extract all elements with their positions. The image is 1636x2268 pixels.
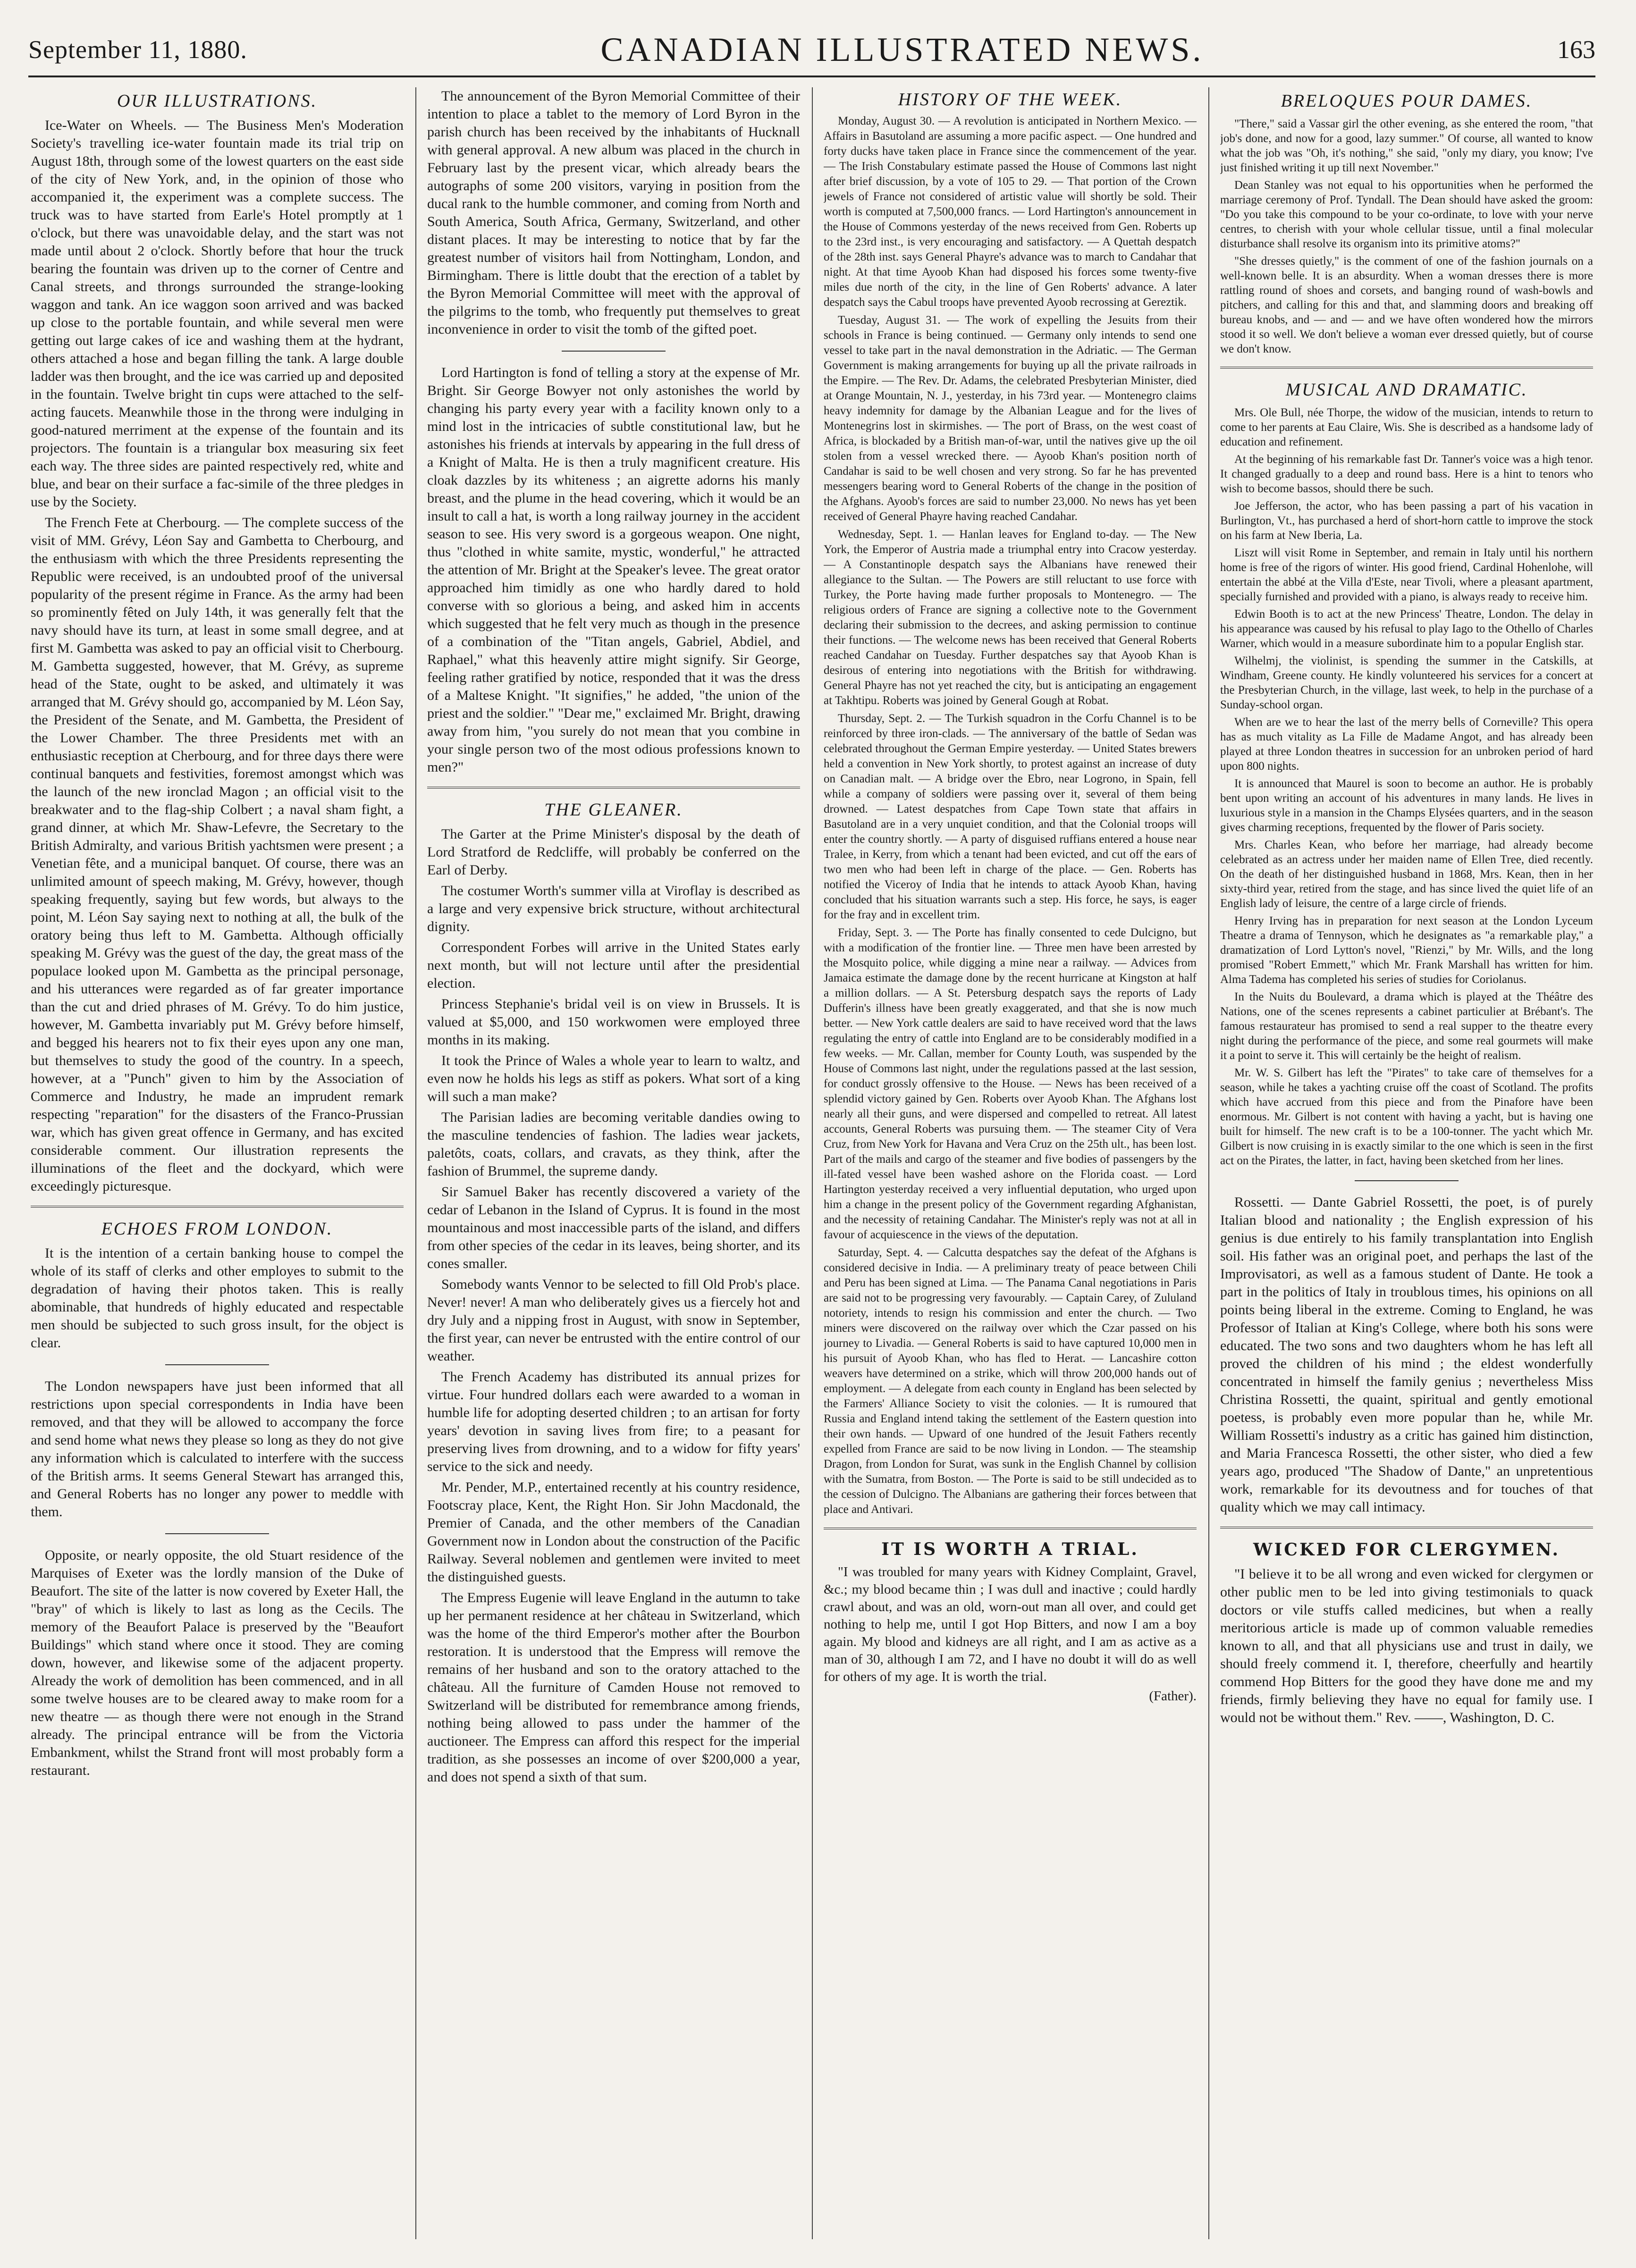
article-paragraph: Sir Samuel Baker has recently discovered a variety of the cedar of Lebanon in the Island of Cyprus. It is found in the most mountainous and most inaccessible parts of the island, and differs from other species of the cedar in its leaves, being shorter, and its cones smaller.	[427, 1184, 800, 1271]
section-divider	[1220, 1527, 1593, 1530]
column-rule	[1208, 87, 1209, 2239]
divider	[562, 351, 666, 352]
article-paragraph: It took the Prince of Wales a whole year to learn to waltz, and even now he holds his legs as stiff as pokers. What sort of a king will such a man make?	[427, 1053, 800, 1104]
advert-paragraph: "I was troubled for many years with Kidney Complaint, Gravel, &c.; my blood became thin ; I was dull and inactive ; could hardly crawl about, and was an old, worn-out man all over, and could get nothing to help me, until I got Hop Bitters, and now I am a boy again. My blood and kidneys are all right, and I am as active as a man of 30, although I am 72, and I have no doubt it will do as well for others of my age. It is worth the trial.	[824, 1564, 1197, 1684]
section-heading-wicked: WICKED FOR CLERGYMEN.	[1253, 1540, 1560, 1560]
masthead	[28, 30, 1595, 68]
news-paragraph: Thursday, Sept. 2. — The Turkish squadron in the Corfu Channel is to be reinforced by three iron-clads. — The anniversary of the battle of Sedan was celebrated throughout the German Empire yesterday. — United States brewers held a convention in New York shortly, to protest against an increase of duty on Canadian malt. — A bridge over the Ebro, near Logrono, in Spain, fell while a company of soldiers were passing over it, several of them being drowned. — Latest despatches from Cape Town state that affairs in Basutoland are in a very unquiet condition, and that the Colonial troops will enter the country shortly. — A party of disguised ruffians entered a house near Tralee, in Kerry, from which a tenant had been evicted, and cut off the ears of two men who had been left in charge of the place. — Gen. Roberts has notified the Viceroy of India that he intends to attack Ayoob Khan, having concluded that his situation warrants such a step. His force, he says, is eager for the fray and in excellent trim.	[824, 712, 1197, 921]
article-paragraph: The French Fete at Cherbourg. — The complete success of the visit of MM. Grévy, Léon Say and Gambetta to Cherbourg, and the enthusiasm with which the three Presidents representing the Republic were received, is an undoubted proof of the universal popularity of the present régime in France. As the army had been so prominently fêted on July 14th, it was generally felt that the navy should have its turn, at least in some small degree, and at first M. Gambetta was asked to pay an official visit to Cherbourg. M. Gambetta suggested, however, that M. Grévy, as supreme head of the State, ought to be asked, and ultimately it was arranged that M. Grévy should go, accompanied by M. Léon Say, the President of the Senate, and M. Gambetta, the President of the Lower Chamber. The three Presidents met with an enthusiastic reception at Cherbourg, and for three days there were continual banquets and festivities, foremost amongst which was the launch of the new ironclad Magon ; an official visit to the breakwater and to the flag-ship Colbert ; a naval sham fight, a grand dinner, at which Mr. Shaw-Lefevre, the Secretary to the British Admiralty, and various British yachtsmen were present ; a Venetian fête, and a municipal banquet. Of course, there was an unlimited amount of speech making, M. Grévy, however, though speaking frequently, saying but few words, but always to the point, M. Léon Say saying next to nothing at all, the bulk of the oratory being thus left to M. Gambetta. Although officially speaking M. Grévy was the guest of the day, the great mass of the populace looked upon M. Gambetta as the principal personage, and his utterances were regarded as of far greater importance than the cut and dried phrases of M. Grévy. To do him justice, however, M. Gambetta invariably put M. Grévy before himself, and begged his hearers not to fix their eyes upon any one man, but themselves to study the good of the country. In a speech, however, at a "Punch" given to him by the Association of Commerce and Industry, he made an imprudent remark respecting "reparation" for the disasters of the Franco-Prussian war, which has given great offence in Germany, and has excited considerable comment. Our illustration represents the illuminations of the fleet and the dockyard, which were exceedingly picturesque.	[31, 515, 404, 1194]
article-paragraph: The costumer Worth's summer villa at Viroflay is described as a large and very expensive brick structure, without architectural dignity.	[427, 883, 800, 934]
section-divider	[1220, 367, 1593, 370]
section-heading-gleaner: THE GLEANER.	[544, 800, 683, 820]
article-paragraph: "There," said a Vassar girl the other evening, as she entered the room, "that job's done, and now for a good, lazy summer." Of course, all wanted to know what the job was "Oh, it's nothing," she said, "only my diary, you know; I've just finished writing it up till next November."	[1220, 118, 1593, 174]
article-paragraph: "She dresses quietly," is the comment of one of the fashion journals on a well-known belle. It is an absurdity. When a woman dresses there is more rattling round of shoes and corsets, and banging round of wash-bowls and pitchers, and calling for this and that, and slamming doors and breaking off bureau knobs, and — and — and we have often wondered how the mirrors stood it so well. We don't believe a woman ever dressed quietly, but of course we don't know.	[1220, 255, 1593, 355]
article-paragraph: Ice-Water on Wheels. — The Business Men's Moderation Society's travelling ice-water fountain made its trial trip on August 18th, through some of the lowest quarters on the east side of the city of New York, and, in the opinion of those who accompanied it, the experiment was a complete success. The truck was to have started from Earle's Hotel promptly at 1 o'clock, but there was unavoidable delay, and the start was not made until about 2 o'clock. Shortly before that hour the truck bearing the fountain was driven up to the corner of Centre and Canal streets, and throngs surrounded the strange-looking waggon and tank. An ice waggon soon arrived and was backed up close to the portable fountain, and while several men were getting out large cakes of ice and washing them at the hydrant, others attached a hose and began filling the tank. A large double ladder was then brought, and the ice was carried up and deposited in the fountain. Twelve bright tin cups were attached to the self-acting faucets. Meanwhile those in the throng were indulging in good-natured merriment at the expense of the fountain and its projectors. The fountain is a triangular box measuring six feet each way. The three sides are painted respectively red, white and blue, and bear on their surface a fac-simile of the three pledges in use by the Society.	[31, 118, 404, 510]
article-paragraph: Lord Hartington is fond of telling a story at the expense of Mr. Bright. Sir George Bowyer not only astonishes the world by changing his party every year with a facility known only to a mind lost in the intricacies of subtle constitutional law, but he astonishes his friends at intervals by appearing in the full dress of a Knight of Malta. He is then a truly magnificent creature. His cloak dazzles by its whiteness ; an aigrette adorns his manly breast, and the plume in the head covering, which it would be an insult to call a hat, is worth a long railway journey in the accident season to see. His very sword is a gorgeous weapon. One night, thus "clothed in white samite, mystic, wonderful," he attracted the attention of Mr. Bright at the Speaker's levee. The great orator approached him timidly as one who hardly dared to hold converse with so glorious a being, and asked him in accents which suggested that he felt very much as though in the presence of a combination of the "Titan angels, Gabriel, Abdiel, and Raphael," what this heavenly attire might signify. Sir George, feeling rather gratified by notice, responded that it was the dress of a Maltese Knight. "It signifies," he added, "the union of the priest and the soldier." "Dear me," exclaimed Mr. Bright, drawing away from him, "you surely do not mean that you combine in your single person two of the most odious professions known to men?"	[427, 365, 800, 775]
article-paragraph: The Garter at the Prime Minister's disposal by the death of Lord Stratford de Redcliffe, will probably be conferred on the Earl of Derby.	[427, 826, 800, 878]
newspaper-title: CANADIAN ILLUSTRATED NEWS.	[600, 30, 1204, 68]
article-paragraph: Princess Stephanie's bridal veil is on view in Brussels. It is valued at $5,000, and 150 workwomen were employed three months in its making.	[427, 996, 800, 1048]
article-paragraph: Opposite, or nearly opposite, the old Stuart residence of the Marquises of Exeter was the lordly mansion of the Duke of Beaufort. The site of the latter is now covered by Exeter Hall, the "bray" of which is likely to last as long as the Cecils. The memory of the Beaufort Palace is preserved by the "Beaufort Buildings" which stand where once it stood. They are coming down, however, and likewise some of the adjacent property. Already the work of demolition has been commenced, and in all some twelve houses are to be cleared away to make room for a new theatre — as though there were not enough in the Strand already. The principal entrance will be from the Victoria Embankment, whilst the Strand front will most probably form a restaurant.	[31, 1547, 404, 1778]
column-rule	[812, 87, 813, 2239]
article-paragraph: The Empress Eugenie will leave England in the autumn to take up her permanent residence at her château in Switzerland, which was the home of the third Emperor's mother after the Bourbon restoration. It is understood that the Empress will remove the remains of her husband and son to the oratory attached to the château. All the furniture of Camden House not removed to Switzerland will be distributed for remembrance among friends, nothing being allowed to pass under the hammer of the auctioneer. The Empress can afford this respect for the imperial tradition, as she possesses an income of over $200,000 a year, and does not spend a sixth of that sum.	[427, 1590, 800, 1785]
news-paragraph: Saturday, Sept. 4. — Calcutta despatches say the defeat of the Afghans is considered decisive in India. — A preliminary treaty of peace between Chili and Peru has been signed at Lima. — The Panama Canal negotiations in Paris are said not to be progressing very favourably. — Captain Carey, of Zululand notoriety, intends to resign his commission and enter the church. — Two miners were discovered on the railway over which the Czar passed on his journey to Livadia. — General Roberts is said to have captured 10,000 men in his pursuit of Ayoob Khan, who has fled to Herat. — Lancashire cotton weavers have determined on a strike, which will throw 200,000 hands out of employment. — A delegate from each county in England has been selected by the Farmers' Alliance Society to visit the colonies. — It is rumoured that Russia and England intend taking the settlement of the Eastern question into their own hands. — Upward of one hundred of the Jesuit Fathers recently expelled from France are said to be now living in London. — The steamship Dragon, from London for Surat, was sunk in the English Channel by collision with the Sumatra, from Boston. — The Porte is said to be still undecided as to the cession of Dulcigno. The Albanians are gathering their forces between that place and Antivari.	[824, 1246, 1197, 1516]
column-rule	[415, 87, 416, 2239]
issue-date: September 11, 1880.	[28, 35, 247, 64]
article-paragraph: In the Nuits du Boulevard, a drama which is played at the Théâtre des Nations, one of the scenes represents a cabinet particulier at Brébant's. The famous restaurateur has promised to send a real supper to the theatre every night during the performance of the piece, and some real gourmets will make it a point to serve it. This will certainly be the height of realism.	[1220, 991, 1593, 1062]
article-paragraph: Henry Irving has in preparation for next season at the London Lyceum Theatre a drama of Tennyson, which he designates as "a remarkable play," a dramatization of Lord Lytton's novel, "Rienzi," by Mr. Wills, and the long promised "Robert Emmett," which Mr. Frank Marshall has written for him. Alma Tadema has completed his series of studies for Coriolanus.	[1220, 915, 1593, 986]
article-paragraph: Rossetti. — Dante Gabriel Rossetti, the poet, is of purely Italian blood and nationality ; the English expression of his genius is due entirely to his family transplantation into English soil. His father was an original poet, and perhaps the last of the Improvisatori, as well as a famous student of Dante. He took a part in the politics of Italy in troublous times, his opinions on all points being liberal in the extreme. Coming to England, he was Professor of Italian at King's College, where both his sons were educated. The two sons and two daughters whom he has left all proved the children of his mind ; the eldest wonderfully concentrated in himself the family genius ; nevertheless Miss Christina Rossetti, the quaint, spiritual and gently emotional poetess, is probably even more popular than he, while Mr. William Rossetti's industry as a critic has gained him distinction, and Maria Francesca Rossetti, the other sister, who died a few years ago, produced "The Shadow of Dante," an unpretentious work, remarkable for its devoutness and for touches of that quality which we may call intimacy.	[1220, 1194, 1593, 1515]
article-paragraph: Correspondent Forbes will arrive in the United States early next month, but will not lecture until after the presidential election.	[427, 940, 800, 991]
article-paragraph: The French Academy has distributed its annual prizes for virtue. Four hundred dollars each were awarded to a woman in humble life for adopting deserted children ; to an artisan for forty years' devotion in saving lives from fire; to a peasant for preserving lives from drowning, and to a widow for fifty years' service to the sick and needy.	[427, 1369, 800, 1474]
article-paragraph: Joe Jefferson, the actor, who has been passing a part of his vacation in Burlington, Vt., has purchased a herd of short-horn cattle to improve the stock on his farm at New Iberia, La.	[1220, 500, 1593, 542]
article-paragraph: The London newspapers have just been informed that all restrictions upon special correspondents in India have been removed, and that they will be allowed to accompany the force and send home what news they please so long as they do not give any information which is calculated to interfere with the success of the British arms. It seems General Stewart has arranged this, and General Roberts has no longer any power to meddle with them.	[31, 1378, 404, 1520]
section-divider	[824, 1528, 1197, 1531]
article-paragraph: The Parisian ladies are becoming veritable dandies owing to the masculine tendencies of fashion. The ladies wear jackets, paletôts, coats, collars, and cravats, as they think, after the fashion of Brummel, the supreme dandy.	[427, 1109, 800, 1179]
article-paragraph: It is announced that Maurel is soon to become an author. He is probably bent upon writing an account of his adventures in many lands. He lives in luxurious style in a mansion in the Champs Elysées quarters, and in the season gives charming receptions, frequented by the flower of Paris society.	[1220, 777, 1593, 834]
column-3	[824, 87, 1197, 2239]
news-paragraph: Friday, Sept. 3. — The Porte has finally consented to cede Dulcigno, but with a modification of the frontier line. — Three men have been arrested by the Mosquito police, while digging a mine near a railway. — Advices from Jamaica estimate the damage done by the recent hurricane at Kingston at half a million dollars. — A St. Petersburg despatch says the reports of Lady Dufferin's illness have been greatly exaggerated, and that she is now much better. — New York cattle dealers are said to have received word that the laws regulating the entry of cattle into England are to be considerably modified in a few weeks. — Mr. Callan, member for County Louth, was suspended by the House of Commons last night, under the regulations passed at the last session, for conduct grossly offensive to the House. — News has been received of a splendid victory gained by Gen. Roberts over Ayoob Khan. The Afghans lost nearly all their guns, and were dispersed and compelled to retreat. All latest accounts, General Roberts was pursuing them. — The steamer City of Vera Cruz, from New York for Havana and Vera Cruz on the 25th ult., has been lost. Part of the mails and cargo of the steamer and five bodies of passengers by the ill-fated vessel have been washed ashore on the Florida coast. — Lord Hartington yesterday received a very influential deputation, who urged upon him a change in the present policy of the Government regarding Afghanistan, and the necessity of retaining Candahar. The Minister's reply was not at all in favour of acquiescence in the views of the deputation.	[824, 926, 1197, 1241]
divider	[165, 1364, 269, 1365]
article-paragraph: Mrs. Charles Kean, who before her marriage, had already become celebrated as an actress under her maiden name of Ellen Tree, died recently. On the death of her distinguished husband in 1868, Mrs. Kean, then in her sixty-third year, retired from the stage, and has since lived the quiet life of an English lady of leisure, the centre of a large circle of friends.	[1220, 839, 1593, 910]
column-1	[31, 87, 404, 2239]
article-paragraph: At the beginning of his remarkable fast Dr. Tanner's voice was a high tenor. It changed gradually to a deep and round bass. Here is a hint to tenors who wish to become bassos, should there be such.	[1220, 453, 1593, 495]
column-4	[1220, 87, 1593, 2239]
article-paragraph: Wilhelmj, the violinist, is spending the summer in the Catskills, at Windham, Greene county. He kindly volunteered his services for a concert at the Presbyterian Church, in the village, last week, to help in the purchase of a Sunday-school organ.	[1220, 655, 1593, 711]
section-divider	[31, 1206, 404, 1210]
article-paragraph: Mr. Pender, M.P., entertained recently at his country residence, Footscray place, Kent, the Right Hon. Sir John Macdonald, the Premier of Canada, and the other members of the Canadian Government now in London about the construction of the Pacific Railway. Several noblemen and gentlemen were invited to meet the distinguished guests.	[427, 1479, 800, 1585]
article-paragraph: When are we to hear the last of the merry bells of Corneville? This opera has as much vitality as La Fille de Madame Angot, and has already been played at three London theatres in succession for an unbroken period of hard upon 800 nights.	[1220, 716, 1593, 773]
section-heading-echoes: ECHOES FROM LONDON.	[101, 1219, 333, 1239]
section-divider	[427, 787, 800, 790]
divider	[1355, 1180, 1459, 1181]
news-paragraph: Monday, August 30. — A revolution is anticipated in Northern Mexico. — Affairs in Basutoland are assuming a more pacific aspect. — One hundred and forty ducks have taken place in France since the commencement of the year. — The Irish Constabulary estimate passed the House of Commons last night after brief discussion, by a vote of 105 to 29. — That portion of the Crown jewels of France not considered of artistic value will shortly be sold. Their worth is computed at 7,500,000 francs. — Lord Hartington's announcement in the House of Commons yesterday of the news received from Gen. Roberts up to the 23rd inst., is very encouraging and satisfactory. — A Quettah despatch of the 28th inst. says General Phayre's advance was to march to Candahar that night. At that time Ayoob Khan had disposed his forces some twenty-five miles due north of the city, in the line of Gen Roberts' advance. A later despatch says the Cabul troops have prevented Ayoob recrossing at Gereztik.	[824, 115, 1197, 309]
news-paragraph: Wednesday, Sept. 1. — Hanlan leaves for England to-day. — The New York, the Emperor of Austria made a triumphal entry into Cracow yesterday. — A Constantinople despatch says the Albanians have renewed their allegiance to the Sultan. — The Powers are still reluctant to use force with Turkey, the Porte having made further proposals to Montenegro. — The religious orders of France are signing a collective note to the Government declaring their submission to the decrees, and asking permission to continue their functions. — The welcome news has been received that General Roberts reached Candahar on Tuesday. Further despatches say that Ayoob Khan is desirous of entering into negotiations with the British for withdrawing. General Phayre has not yet reached the city, but is anticipating an engagement at Takhtipu. Roberts was joined by General Gough at Robat.	[824, 528, 1197, 707]
article-paragraph: The announcement of the Byron Memorial Committee of their intention to place a tablet to the memory of Lord Byron in the parish church has been received by the inhabitants of Hucknall with general approval. A new album was placed in the church in February last by the present vicar, which already bears the autographs of some 200 visitors, varying in position from the ducal rank to the humble commoner, and coming from North and South America, South Africa, Germany, Switzerland, and other distant places. It may be interesting to notice that by far the greatest number of visitors hail from Nottingham, London, and Birmingham. There is little doubt that the erection of a tablet by the Byron Memorial Committee will meet with the approval of the pilgrims to the tomb, who frequently put themselves to great inconvenience in order to visit the tomb of the gifted poet.	[427, 88, 800, 337]
article-paragraph: Dean Stanley was not equal to his opportunities when he performed the marriage ceremony of Prof. Tyndall. The Dean should have asked the groom: "Do you take this compound to be your co-ordinate, to love with your nerve centres, to cherish with your whole cellular tissue, until a final molecular disturbance shall resolve its organism into its primitive atoms?"	[1220, 179, 1593, 250]
advert-paragraph: "I believe it to be all wrong and even wicked for clergymen or other public men to be led into giving testimonials to quack doctors or vile stuffs called medicines, but when a really meritorious article is made up of common valuable remedies known to all, and that all physicians use and trust in daily, we should freely commend it. I, therefore, cheerfully and heartily commend Hop Bitters for the good they have done me and my friends, firmly believing they have no equal for family use. I would not be without them." Rev. ——, Washington, D. C.	[1220, 1566, 1593, 1725]
column-2	[427, 87, 800, 2239]
article-paragraph: Mr. W. S. Gilbert has left the "Pirates" to take care of themselves for a season, while he takes a yachting cruise off the coast of Scotland. The profits which have accrued from this piece and from the Pinafore have been enormous. Mr. Gilbert is not content with having a yacht, but is having one built for himself. The new craft is to be a 100-tonner. The yacht which Mr. Gilbert is now cruising in is exactly similar to the one which is seen in the first act on the Pirates, the latter, in fact, having been sketched from her lines.	[1220, 1067, 1593, 1167]
section-heading-breloques: BRELOQUES POUR DAMES.	[1281, 91, 1533, 111]
section-heading-history: HISTORY OF THE WEEK.	[898, 90, 1122, 109]
advert-signature: (Father).	[1149, 1688, 1197, 1704]
article-paragraph: Liszt will visit Rome in September, and remain in Italy until his northern home is free of the rigors of winter. His good friend, Cardinal Hohenlohe, will entertain the abbé at the Villa d'Este, near Tivoli, where a pleasant apartment, specially furnished and provided with a piano, is always ready to receive him.	[1220, 546, 1593, 603]
article-paragraph: Mrs. Ole Bull, née Thorpe, the widow of the musician, intends to return to come to her parents at Eau Claire, Wis. She is described as a handsome lady of education and refinement.	[1220, 406, 1593, 448]
article-paragraph: It is the intention of a certain banking house to compel the whole of its staff of clerks and other employes to submit to the degradation of having their photos taken. This is really abominable, that hundreds of highly educated and respectable men should be subjected to such gross insult, for the object is clear.	[31, 1245, 404, 1351]
section-heading-illustrations: OUR ILLUSTRATIONS.	[117, 91, 318, 111]
header-rule	[28, 76, 1595, 77]
article-paragraph: Somebody wants Vennor to be selected to fill Old Prob's place. Never! never! A man who deliberately gives us a fiercely hot and dry July and a nipping frost in August, with snow in September, the first year, can never be entrusted with the entire control of our weather.	[427, 1277, 800, 1364]
page-number: 163	[1557, 35, 1595, 64]
news-paragraph: Tuesday, August 31. — The work of expelling the Jesuits from their schools in France is being continued. — Germany only intends to send one vessel to take part in the naval demonstration in the Adriatic. — The German Government is making arrangements for buying up all the private railroads in the Empire. — The Rev. Dr. Adams, the celebrated Presbyterian Minister, died at Orange Mountain, N. J., yesterday, in his 73rd year. — Montenegro claims heavy indemnity for damage by the Albanian League and for the lives of Montenegrins lost in skirmishes. — The port of Brass, on the west coast of Africa, is blockaded by a British man-of-war, until the natives give up the oil stolen from a vessel wrecked there. — Ayoob Khan's position north of Candahar is said to be well chosen and very strong. So far he has prevented messengers bearing word to General Roberts of the change in the position of the Afghans. Ayoob's forces are said to number 23,000. No news has yet been received of General Phayre having reached Candahar.	[824, 314, 1197, 523]
article-paragraph: Edwin Booth is to act at the new Princess' Theatre, London. The delay in his appearance was caused by his refusal to play Iago to the Othello of Charles Warner, which would in a measure subordinate him to a popular English star.	[1220, 608, 1593, 650]
section-heading-musical: MUSICAL AND DRAMATIC.	[1285, 380, 1528, 400]
divider	[165, 1533, 269, 1534]
section-heading-trial: IT IS WORTH A TRIAL.	[881, 1539, 1139, 1559]
